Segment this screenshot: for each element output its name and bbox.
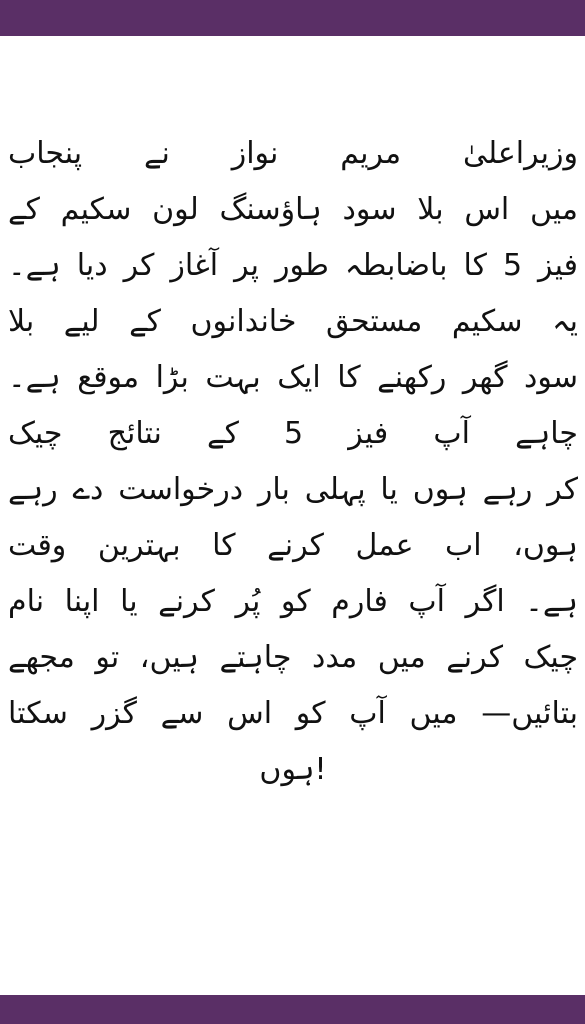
top-border-bar — [0, 0, 585, 36]
text-line-10: چیک کرنے میں مدد چاہتے ہیں، تو مجھے — [8, 640, 578, 675]
text-line-4: یہ سکیم مستحق خاندانوں کے لیے بلا — [8, 304, 578, 339]
text-line-9: ہے۔ اگر آپ فارم کو پُر کرنے یا اپنا نام — [8, 584, 578, 619]
text-line-11: بتائیں— میں آپ کو اس سے گزر سکتا — [8, 696, 578, 731]
text-line-8: ہوں، اب عمل کرنے کا بہترین وقت — [8, 528, 578, 563]
bottom-border-bar — [0, 995, 585, 1024]
text-line-12: !ہوں — [259, 752, 327, 787]
text-line-1: وزیراعلیٰ مریم نواز نے پنجاب — [8, 136, 578, 171]
text-line-5: سود گھر رکھنے کا ایک بہت بڑا موقع ہے۔ — [8, 360, 578, 395]
text-line-7: کر رہے ہوں یا پہلی بار درخواست دے رہے — [8, 472, 578, 507]
text-line-3: فیز 5 کا باضابطہ طور پر آغاز کر دیا ہے۔ — [8, 248, 578, 283]
text-line-2: میں اس بلا سود ہاؤسنگ لون سکیم کے — [8, 192, 578, 227]
text-line-6: چاہے آپ فیز 5 کے نتائج چیک — [8, 416, 578, 451]
